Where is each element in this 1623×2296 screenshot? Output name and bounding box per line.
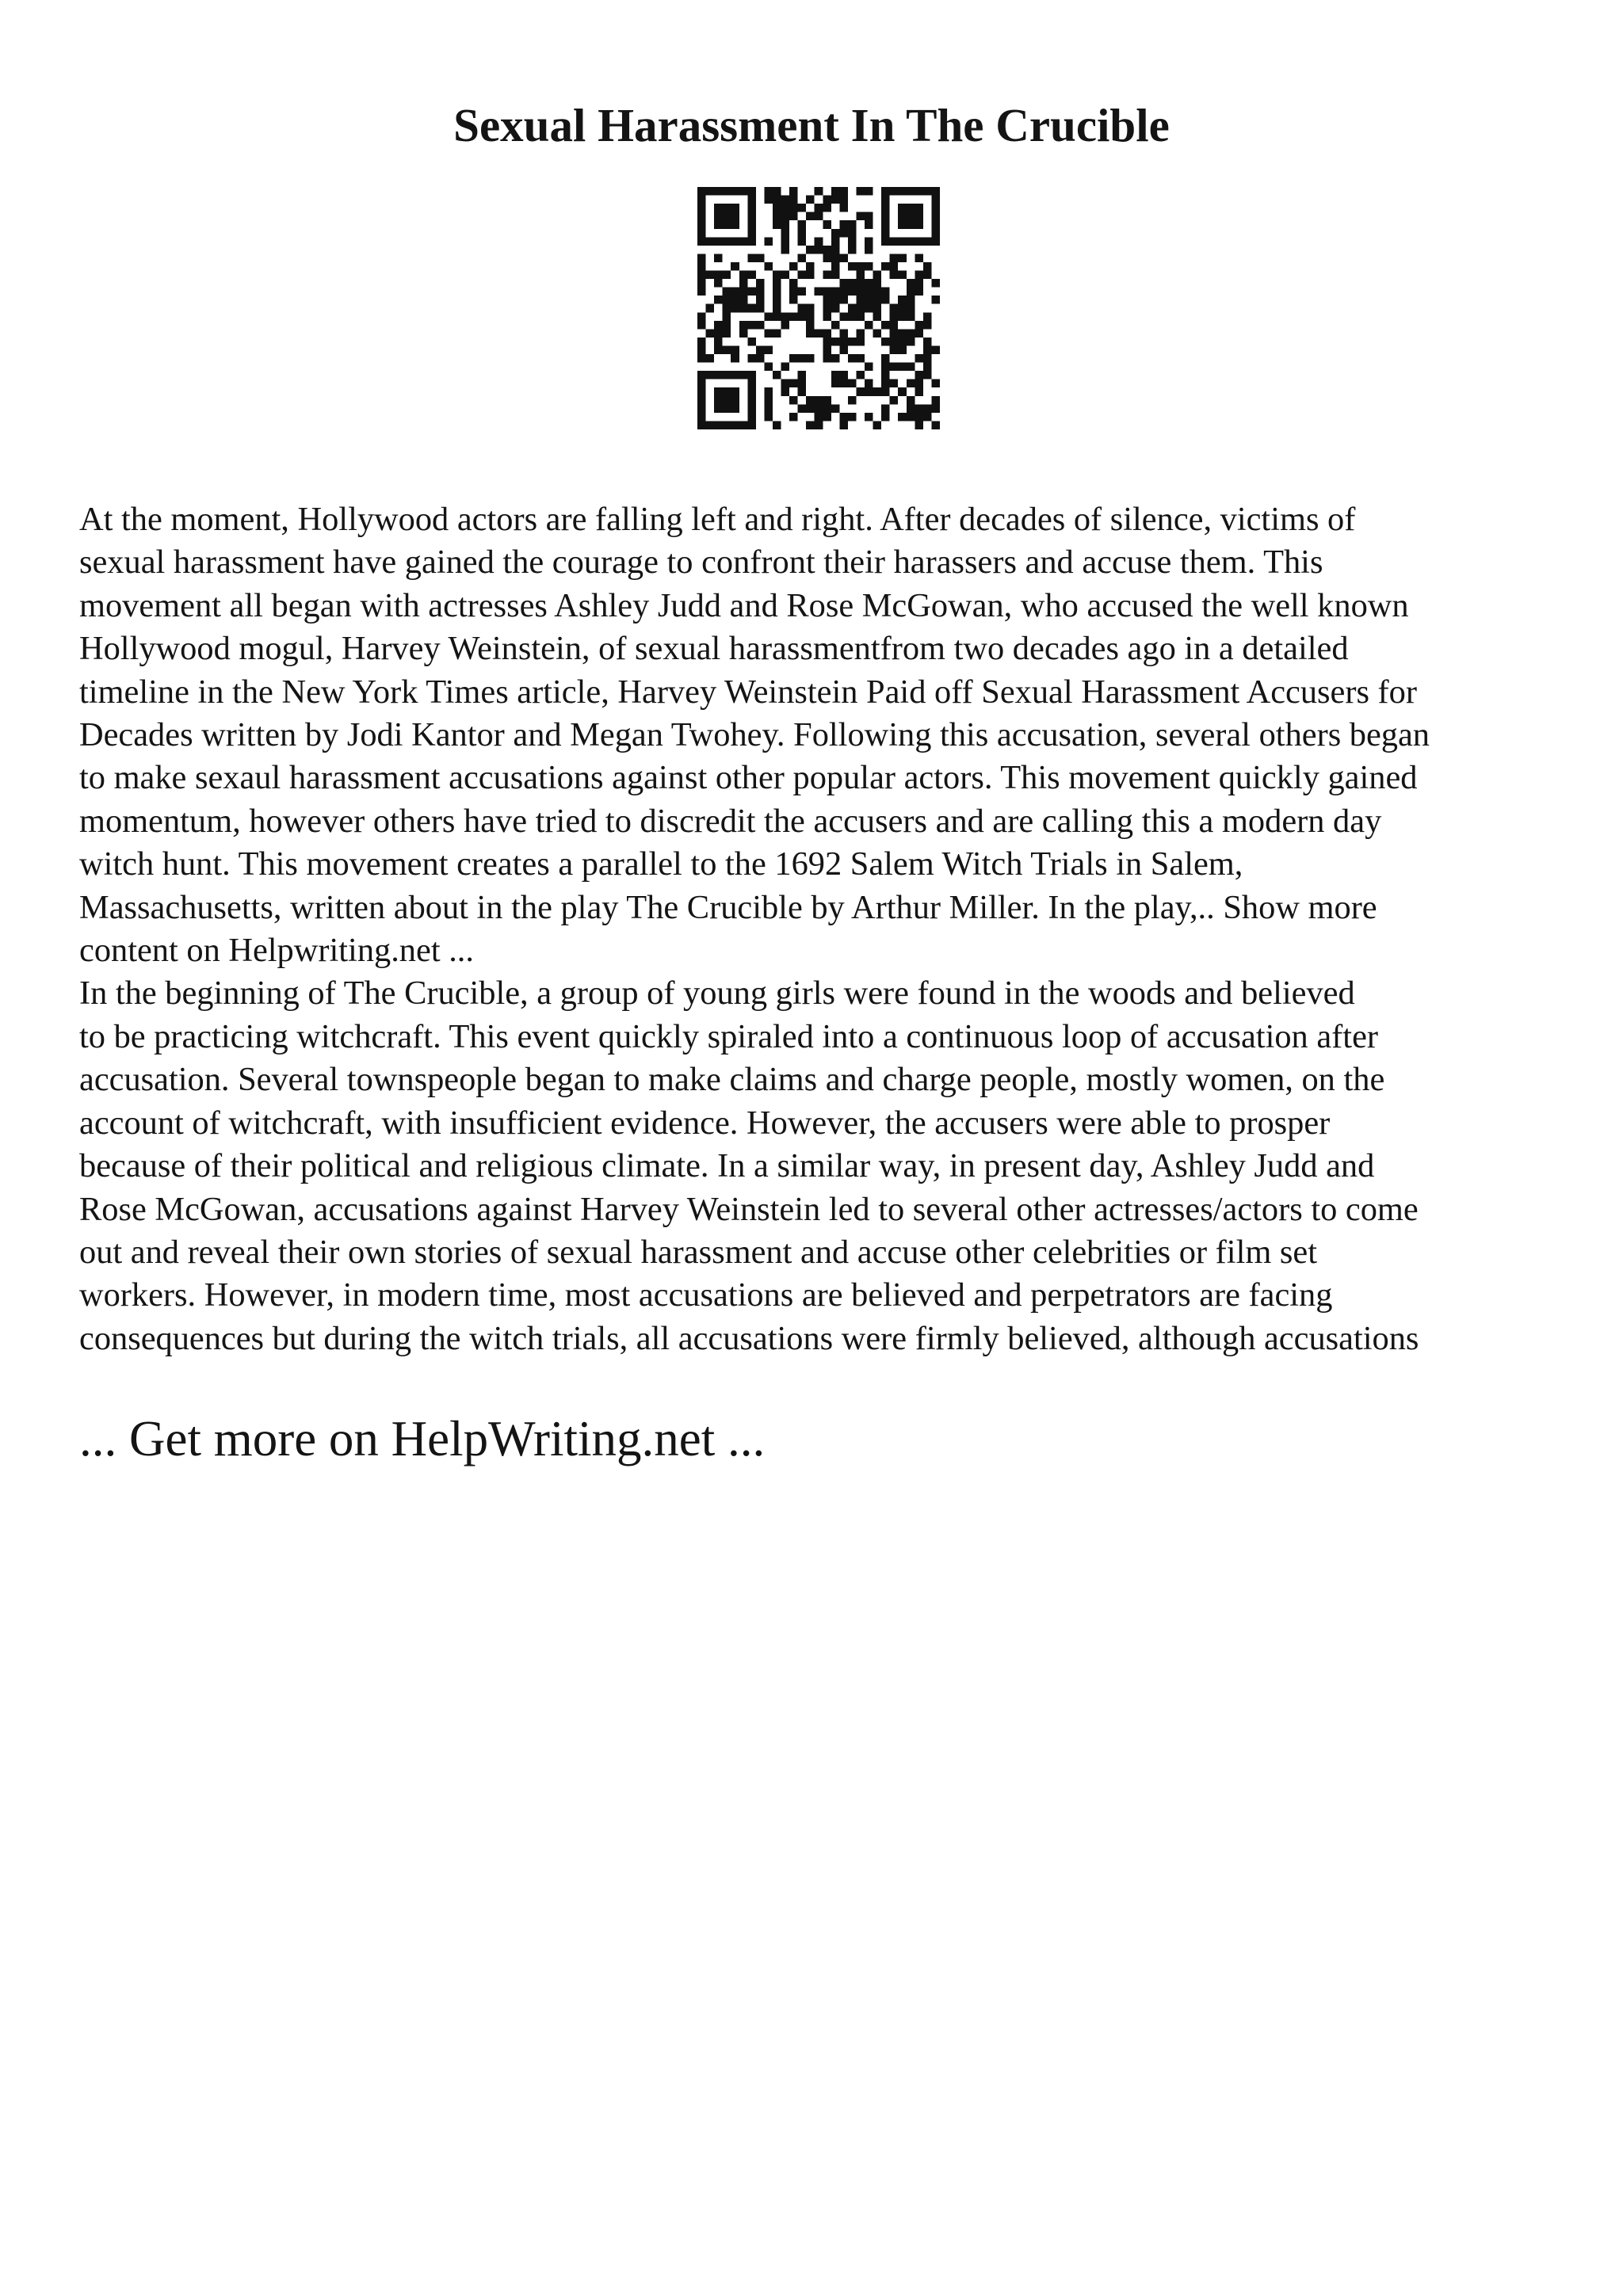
paragraph-1: At the moment, Hollywood actors are falling left and right. After decades of silence, victims of sexual harassment have gained the courage to confront their harassers and accuse them. This movement all began with actresses Ashley Judd and Rose McGowan, who accused the well known Hollywood mogul, Harvey Weinstein, of sexual harassmentfrom two decades ago in a detailed timeline in the New York Times article, Harvey Weinstein Paid off Sexual Harassment Accusers for Decades written by Jodi Kantor and Megan Twohey. Following this accusation, several others began to make sexaul harassment accusations against other popular actors. This movement quickly gained momentum, however others have tried to discredit the accusers and are calling this a modern day witch hunt. This movement creates a parallel to the 1692 Salem Witch Trials in Salem, Massachusetts, written about in the play The Crucible by Arthur Miller. In the play,.. Show more content on Helpwriting.net ... <box>79 501 1430 970</box>
get-more-link[interactable]: ... Get more on HelpWriting.net ... <box>79 1411 766 1466</box>
paragraph-2: In the beginning of The Crucible, a group of young girls were found in the woods and believed to be practicing witchcraft. This event quickly spiraled into a continuous loop of accusation after accusation. Several townspeople began to make claims and charge people, mostly women, on the account of witchcraft, with insufficient evidence. However, the accusers were able to prosper because of their political and religious climate. In a similar way, in present day, Ashley Judd and Rose McGowan, accusations against Harvey Weinstein led to several other actresses/actors to come out and reveal their own stories of sexual harassment and accuse other celebrities or film set workers. However, in modern time, most accusations are believed and perpetrators are facing consequences but during the witch trials, all accusations were firmly believed, although accusations <box>79 974 1419 1357</box>
qr-code-icon <box>697 187 940 429</box>
document-body <box>79 498 1569 1360</box>
document-title: Sexual Harassment In The Crucible <box>453 99 1170 151</box>
